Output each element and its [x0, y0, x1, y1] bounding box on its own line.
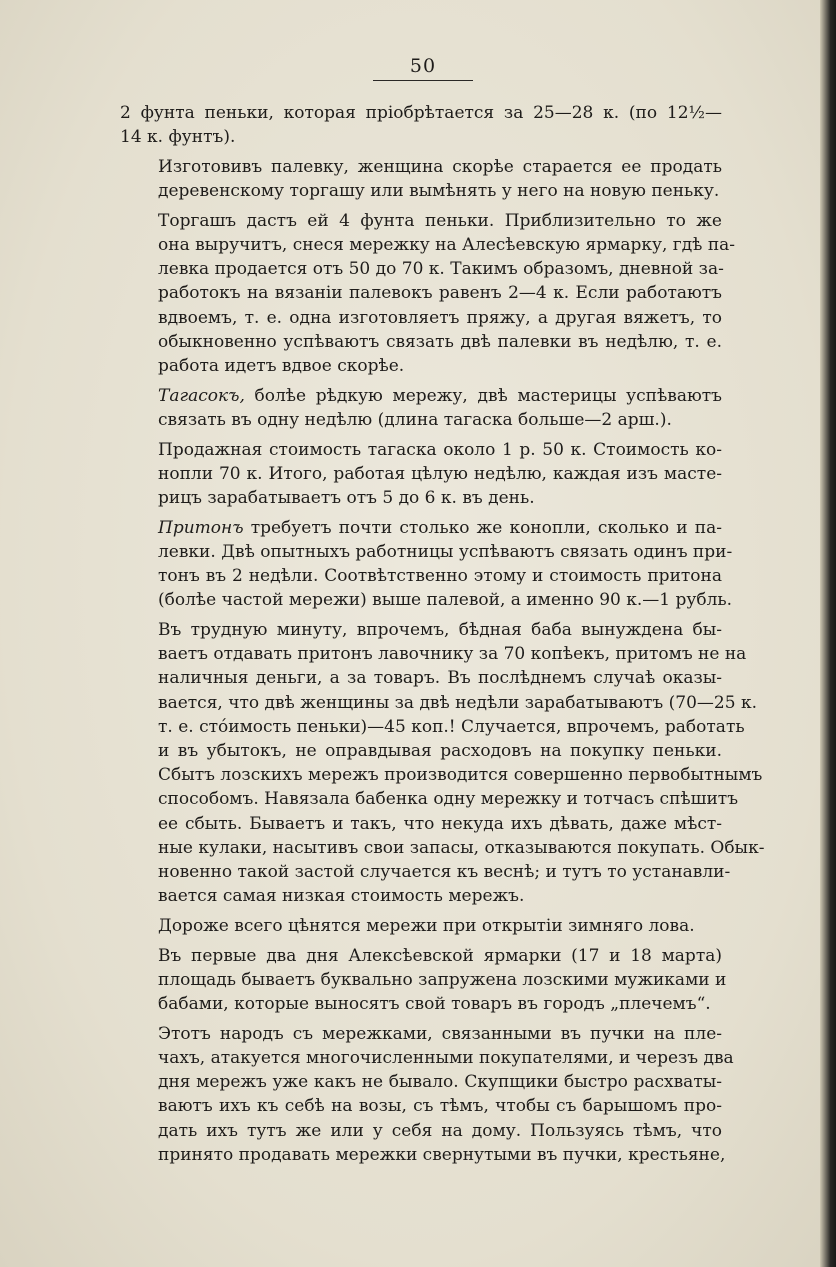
text-line: вается, что двѣ женщины за двѣ недѣли зарабатываютъ (70—25 к. [158, 692, 757, 713]
text-line: ее сбыть. Бываетъ и такъ, что некуда ихъ дѣвать, даже мѣст- [158, 813, 722, 834]
text-line: Этотъ народъ съ мережками, связанными въ пучки на пле- [158, 1023, 722, 1044]
text-line: Торгашъ дастъ ей 4 фунта пеньки. Приблизительно то же [158, 210, 722, 231]
paragraph-3 [120, 209, 736, 378]
text-run: болѣе рѣдкую мережу, двѣ мастерицы успѣваютъ [244, 385, 722, 406]
text-line: Дороже всего цѣнятся мережи при открытіи зимняго лова. [158, 916, 695, 936]
paragraph-6 [120, 516, 733, 613]
text-line: дать ихъ тутъ же или у себя на дому. Пользуясь тѣмъ, что [158, 1120, 722, 1141]
paragraph-7 [120, 618, 765, 908]
text-line: способомъ. Навязала бабенка одну мережку и тотчасъ спѣшитъ [158, 789, 739, 810]
paragraph-10 [120, 1022, 734, 1167]
text-line: рицъ зарабатываетъ отъ 5 до 6 к. въ день. [158, 488, 535, 509]
text-line: нопли 70 к. Итого, работая цѣлую недѣлю, каждая изъ масте- [158, 463, 722, 484]
text-line: (болѣе частой мережи) выше палевой, а именно 90 к.—1 рубль. [158, 590, 733, 611]
text-line: новенно такой застой случается къ веснѣ; и тутъ то устанавли- [158, 862, 731, 883]
italic-term: Притонъ [158, 517, 244, 538]
text-line: 14 к. фунтъ). [120, 127, 236, 148]
text-line: ваетъ отдавать притонъ лавочнику за 70 копѣекъ, притомъ не на [158, 644, 747, 665]
italic-term: Тагасокъ, [158, 385, 245, 406]
text-line: работа идетъ вдвое скорѣе. [158, 356, 405, 377]
page-edge-shadow [820, 0, 836, 1267]
text-line: наличныя деньги, а за товаръ. Въ послѣднемъ случаѣ оказы- [158, 668, 722, 689]
text-line: деревенскому торгашу или вымѣнять у него на новую пеньку. [158, 181, 720, 202]
text-line: Продажная стоимость тагаска около 1 р. 50 к. Стоимость ко- [158, 439, 722, 460]
paragraph-2 [120, 155, 722, 203]
body-text [120, 101, 765, 1173]
text-line: и въ убытокъ, не оправдывая расходовъ на покупку пеньки. [158, 741, 722, 762]
text-line: Въ первые два дня Алексѣевской ярмарки (17 и 18 марта) [158, 945, 722, 966]
text-line: вается самая низкая стоимость мережъ. [158, 886, 525, 907]
text-line: принято продавать мережки свернутыми въ пучки, крестьяне, [158, 1144, 726, 1165]
text-line: ные кулаки, насытивъ свои запасы, отказываются покупать. Обык- [158, 837, 765, 858]
page-number: 50 [409, 55, 437, 77]
text-line: вдвоемъ, т. е. одна изготовляетъ пряжу, а другая вяжетъ, то [158, 307, 722, 328]
text-line: работокъ на вязаніи палевокъ равенъ 2—4 к. Если работаютъ [158, 283, 722, 304]
paragraph-1 [120, 101, 722, 149]
text-line: левка продается отъ 50 до 70 к. Такимъ образомъ, дневной за- [158, 259, 724, 280]
text-line: площадь бываетъ буквально запружена лозскими мужиками и [158, 969, 727, 990]
text-line: связать въ одну недѣлю (длина тагаска больше—2 арш.). [158, 409, 672, 430]
text-line: Сбытъ лозскихъ мережъ производится совершенно первобытнымъ [158, 765, 763, 786]
text-run: требуетъ почти столько же конопли, сколько и па- [243, 517, 722, 538]
text-line [120, 516, 722, 540]
paragraph-8 [120, 914, 722, 938]
text-line: чахъ, атакуется многочисленными покупателями, и черезъ два [158, 1048, 734, 1069]
text-line: левки. Двѣ опытныхъ работницы успѣваютъ связать одинъ при- [158, 541, 733, 562]
paragraph-4 [120, 384, 722, 432]
text-line: тонъ въ 2 недѣли. Соотвѣтственно этому и стоимость притона [158, 566, 722, 587]
paragraph-5 [120, 438, 722, 511]
paragraph-9 [120, 944, 727, 1017]
text-line: бабами, которые выносятъ свой товаръ въ городъ „плечемъ“. [158, 994, 711, 1015]
text-line: дня мережъ уже какъ не бывало. Скупщики быстро расхваты- [158, 1072, 722, 1093]
text-line: Изготовивъ палевку, женщина скорѣе старается ее продать [158, 156, 722, 177]
text-line: ваютъ ихъ къ себѣ на возы, съ тѣмъ, чтобы съ барышомъ про- [158, 1096, 722, 1117]
header-rule [373, 80, 473, 81]
text-line [120, 384, 722, 408]
text-line: Въ трудную минуту, впрочемъ, бѣдная баба вынуждена бы- [158, 620, 722, 641]
text-line: т. е. стóимость пеньки)—45 коп.! Случается, впрочемъ, работать [158, 716, 745, 737]
text-line: 2 фунта пеньки, которая пріобрѣтается за 25—28 к. (по 12½— [120, 103, 722, 123]
text-line: обыкновенно успѣваютъ связать двѣ палевки въ недѣлю, т. е. [158, 331, 722, 352]
text-line: она выручитъ, снеся мережку на Алесѣевскую ярмарку, гдѣ па- [158, 235, 736, 256]
